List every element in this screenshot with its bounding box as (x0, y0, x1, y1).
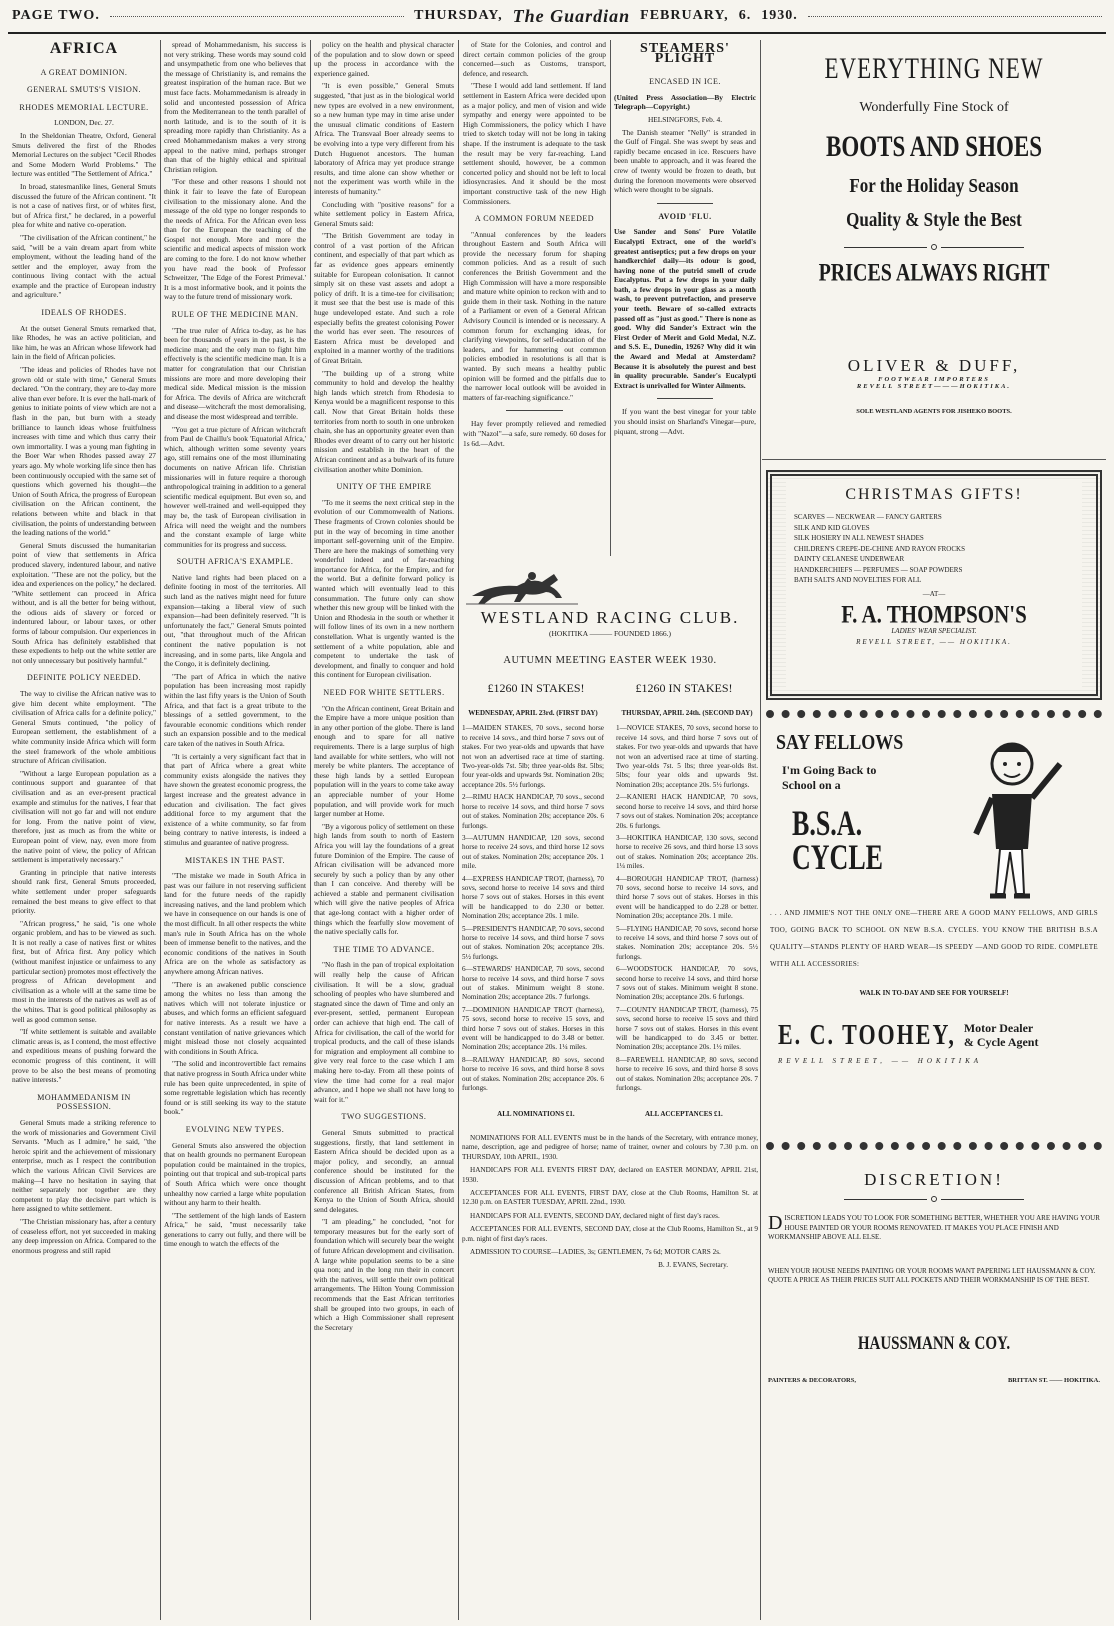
advert-line: For the Holiday Season (849, 174, 1019, 197)
paragraph: In broad, statesmanlike lines, General Smuts discussed the future of the African continent. "It is not a case of natives first, or of whites first, but of Africa first," he declared, in a powerful plea for white and native co-operation. (12, 181, 156, 230)
ornament-divider (844, 244, 1024, 250)
paragraph: "Without a large European population as a continuous support and guarantee of that civilisation and as an ever-present practical example and stimulus for the natives, I fear that civilisation will not go far and will not endure for long. From the native point of view, therefore, just as much as from the white or European point of view, nay, even more from the native point of view, the policy of African settlement is imperatively necessary." (12, 768, 156, 865)
article-subhead: GENERAL SMUTS'S VISION. (26, 85, 142, 95)
article-headline: AFRICA (49, 40, 119, 57)
section-heading: A COMMON FORUM NEEDED (474, 214, 595, 224)
column-rule (760, 40, 761, 1620)
column-rule (310, 40, 311, 1620)
race-entry: 6—STEWARDS' HANDICAP, 70 sovs, second horse to receive 14 sovs, and third horse 7 sovs out of stakes. Minimum weight 8 stone. Nomination 20s; acceptance 20s. 7 furlongs. (462, 965, 604, 1002)
paragraph: The Danish steamer "Nelly" is stranded in the Gulf of Fingal. She was swept by seas and rapidly became encased in ice. Rescuers have been unable to approach, and it was feared the crew of twenty would be frozen to death, but during the forenoon movements were observed which were thought to be signals. (614, 127, 756, 195)
paragraph: "There is an awakened public conscience among the whites no less than among the natives which will not tolerate injustice or abuses, and which forms an efficient safeguard for native interests. As a result we have a constant ventilation of native grievances which might mislead those not closely acquainted with conditions in South Africa. (164, 979, 306, 1056)
race-entry: 2—KANIERI HACK HANDICAP, 70 sovs, second horse to receive 14 sovs, and third horse 7 sovs out of stakes. Nomination 20s; acceptance 20s. 6 furlongs. (616, 793, 758, 830)
firm-name: OLIVER & DUFF, (847, 356, 1021, 375)
masthead-day: THURSDAY, (414, 8, 503, 23)
section-heading: DEFINITE POLICY NEEDED. (26, 673, 142, 683)
advert-line: BOOTS AND SHOES (825, 130, 1043, 163)
top-rule (8, 32, 1106, 34)
advert-heading: AVOID 'FLU. (658, 211, 712, 221)
paragraph: "The British Government are today in control of a vast portion of the African continent, and especially of that part which as far as evidence goes appears eminently suitable for European colonisation. It cannot simply sit on these vast assets and adopt a policy of drift. It is a time-tee for civilisation; it must see that the best use is made of this huge undeveloped estate. And such a role especially befits the greatest colonising Power the world has ever seen. The resources of Eastern Africa must be developed and exploited in a manner worthy of the traditions of Great Britain. (314, 231, 454, 365)
dateline: LONDON, Dec. 27. (54, 118, 114, 128)
paragraph: "The solid and incontrovertible fact remains that native progress in South Africa under white rule has been quite unprecedented, in spite of some regrettable legislation which has recently found or is still seeking its way to the statute book." (164, 1059, 306, 1117)
section-heading: MOHAMMEDANISM IN POSSESSION. (37, 1092, 131, 1112)
paragraph: "On the African continent, Great Britain and the Empire have a more unique position than in any other portion of the globe. There is land enough and to spare for all native requirements. There is a large surplus of high land available for white settlers, who will not merely be white planters. The acceptance of these high lands by a settled European population will in the years to come take away an appreciable number of your Home population, and will provide work for much larger number at Home. (314, 703, 454, 819)
advert-line: I'm Going Back to (782, 763, 877, 777)
stakes-banner: £1260 IN STAKES! (487, 680, 585, 695)
section-heading: IDEALS OF RHODES. (41, 308, 127, 318)
advert-eucalypti: Use Sander and Sons' Pure Volatile Eucalypti Extract, one of the world's greatest antiseptics; put a few drops on your handkerchief daily—its odour is good, having none of the putrid smell of crude Eucalyptus. Put a few drops in your daily bath, a few drops in your glass as a mouth wash, to prevent putrefaction, and preserve your teeth. Beware of so-called extracts passed off as "just as good." There is none as good. Why did Sander's Extract win the First Order of Merit and Gold Medal, N.Z. and S.S. E., Dunedin, 1926? Why did it win the Award and Medal at Amsterdam? Because it is absolutely the purest and best in quality procurable. Sander's Eucalypti Extract is unrivalled for Winter Ailments. (614, 227, 756, 390)
paragraph: "Annual conferences by the leaders throughout Eastern and South Africa will provide the necessary forum for shaping common policies. And as a result of such conferences the British Government and the High Commission will have a more responsible and mature white opinion to reckon with and to guide them in their task. Nothing in the nature of a Parliament or even of a General African Advisory Council is intended or is necessary. A common forum for exchanging ideas, for clarifying viewpoints, for self-education of the leaders, and for hammering out common policies embodied in resolutions is all that is wanted. By such means a healthy public opinion will be formed and the pitfalls due to the narrower local outlook will be avoided in matters of far-reaching significance." (463, 229, 606, 402)
article-column-1 (12, 40, 156, 1620)
advert-line: Quality & Style the Best (846, 208, 1022, 231)
paragraph: General Smuts discussed the humanitarian point of view that settlements in Africa produced slavery, indentured labour, and native exploitation. "These are not the policy, but the idea and experiences on the policy," he declared. "White settlement can proceed in Africa without, and is all the better for being without, the odious aids of slavery or forced or indentured labour, or labour taxes, or other forms of labour compulsion. Our experiences in South Africa has definitely established that these expedients to help out the white settler are not only unnecessary but positively harmful." (12, 540, 156, 665)
gift-line: SILK AND KID GLOVES (794, 523, 870, 532)
article-headline: STEAMERS' PLIGHT (640, 41, 730, 66)
race-entry: 7—COUNTY HANDICAP TROT, (harness), 75 sovs, second horse to receive 15 sovs and third horse 7 sovs out of stakes. Horses in this event will be handicapped to do 3.45 or better. Nomination 20s; acceptance 20s. 1½ miles. (616, 1005, 758, 1052)
firm-address: REVELL STREET, —— HOKITIKA. (856, 637, 1012, 646)
paragraph: "You get a true picture of African witchcraft from Paul de Chaillu's book 'Equatorial Africa,' which, although written some seventy years ago, still remains one of the most illuminating documents on native African life. Christian missionaries will in future require a thorough anthropological training in addition to a general scientific medical equipment. But even so, and however well-trained and well-equipped they may be, the task of European civilisation in Africa will need the weight and the numbers and the constant example of large white communities for its progress and success. (164, 424, 306, 549)
advert-headline: DISCRETION! (864, 1170, 1004, 1189)
race-entry: 5—PRESIDENT'S HANDICAP, 70 sovs, second horse to receive 14 sovs, and third horse 7 sovs out of stakes. Nomination 20s; acceptance 20s. 5½ furlongs. (462, 924, 604, 961)
advert-line: PRICES ALWAYS RIGHT (818, 259, 1050, 287)
racing-notice: ACCEPTANCES FOR ALL EVENTS, SECOND DAY, close at the Club Rooms, Hamilton St., at 9 p.m. night of first day's races. (462, 1225, 758, 1243)
race-entry: 4—BOROUGH HANDICAP TROT, (harness) 70 sovs, second horse to receive 14 sovs, and third horse 7 sovs out of stakes. Horses in this event will be handicapped to do 2.28 or better. Nomination 20s; acceptance 20s. 1 mile. (616, 874, 758, 921)
advert-body: . . . AND JIMMIE'S NOT THE ONLY ONE—THERE ARE A GOOD MANY FELLOWS, AND GIRLS TOO, GOING BACK TO SCHOOL ON NEW B.S.A. CYCLES. YOU KNOW THE BRITISH B.S.A QUALITY—STANDS PLENTY OF HARD WEAR—IS SPEEDY —AND GOOD TO RIDE. COMPLETE WITH ALL ACCESSORIES: (770, 909, 1098, 968)
section-heading: RULE OF THE MEDICINE MAN. (171, 310, 299, 320)
page-number: PAGE TWO. (12, 8, 100, 23)
advert-headline: CHRISTMAS GIFTS! (845, 486, 1023, 503)
agent-line: SOLE WESTLAND AGENTS FOR JISHEKO BOOTS. (856, 408, 1012, 415)
brand-name: B.S.A. (792, 803, 863, 844)
firm-tagline: LADIES' WEAR SPECIALIST. (891, 626, 977, 635)
paragraph: In the Sheldonian Theatre, Oxford, General Smuts delivered the first of the Rhodes Memorial Lectures on the subject "Cecil Rhodes and Some Modern World Problems." The lecture was entitled "The Settlement of Africa." (12, 130, 156, 179)
paragraph: "It is even possible," General Smuts suggested, "that just as in the biological world new types are evolved in a new environment, so a new human type may in time arise under the unusual climatic conditions of Eastern Africa. The Transvaal Boer already seems to be evolving into a type very different from his Dutch Huguenot ancestors. The human laboratory of Africa may yet produce strange results, and time alone can show whether or not the experiment was worth while in the interests of humanity." (314, 81, 454, 196)
firm-name: F. A. THOMPSON'S (841, 599, 1027, 628)
press-credit: (United Press Association—By Electric Telegraph—Copyright.) (614, 92, 756, 112)
paragraph: "I am pleading," he concluded, "not for temporary measures but for the early sort of foundation which will securely bear the weight of future African development and civilisation. A large white population seems to be a sine qua non; and in the long run their in concert with the natives, will settle their own political arrangements. The Hilton Young Commission recommends that the East African territories shall be grouped into two groups, in each of which a High Commissioner shall represent the Secretary (314, 1217, 454, 1332)
article-column-3 (314, 40, 454, 1620)
paragraph: "The true ruler of Africa to-day, as he has been for thousands of years in the past, is the medicine man; and the only man to fight him effectively is the scientific medicine man. It is a matter for congratulation that our Christian missions are more and more developing their medical side. Medical mission is the mission for Africa. The devils of Africa are witchcraft and disease—witchcraft the most demoralising, and disease the most widespread and terrible. (164, 325, 306, 421)
article-column-4 (463, 40, 606, 556)
racing-notice: NOMINATIONS FOR ALL EVENTS must be in the hands of the Secretary, with entrance money, name, description, age and pedigree of horse; name of trainer, owner and colours by 7.30 p.m. on THURSDAY, 10th APRIL, 1930. (462, 1133, 758, 1161)
race-entry: 6—WOODSTOCK HANDICAP, 70 sovs, second horse to receive 14 sovs, and third horse 7 sovs out of stakes. Minimum weight 8 stone. Nomination 20s; acceptance 20s. 6 furlongs. (616, 965, 758, 1002)
masthead-rule (110, 16, 404, 17)
paragraph: "The Christian missionary has, after a century of ceaseless effort, not yet succeeded in making any deep impression on Africa. Compared to the enormous progress and still rapid (12, 1216, 156, 1255)
schoolboy-illustration-icon (952, 734, 1072, 904)
race-entry: 5—FLYING HANDICAP, 70 sovs, second horse to receive 14 sovs, and third horse 7 sovs out of stakes. Nomination 20s; acceptance 20s. 5½ furlongs. (616, 924, 758, 961)
paragraph: Granting in principle that native interests should rank first, General Smuts proceeded, white settlement under proper safeguards remained the best means to give effect to that priority. (12, 867, 156, 916)
paragraph: "The settlement of the high lands of Eastern Africa," he said, "must necessarily take generations to carry out fully, and there will be time enough to watch the effects of the (164, 1210, 306, 1249)
article-subhead: ENCASED IN ICE. (649, 77, 721, 87)
racing-club-title: WESTLAND RACING CLUB. (480, 608, 740, 628)
at-line: —AT— (922, 589, 946, 598)
paragraph: General Smuts submitted to practical suggestions, firstly, that land settlement in Eastern Africa should be decided upon as a major policy, and secondly, an annual conference should be instituted for the discussion of African problems, and to that conference all British African States, from Kenya to the Union of South Africa, should send delegates. (314, 1127, 454, 1214)
advert-body: DISCRETION LEADS YOU TO LOOK FOR SOMETHING BETTER, WHETHER YOU ARE HAVING YOUR HOUSE PAINTED OR YOUR ROOMS RENOVATED. IT MAKES YOU PLACE FINISH AND WORKMANSHIP ABOVE ALL ELSE. (768, 1212, 1100, 1241)
gift-line: CHILDREN'S CREPE-DE-CHINE AND RAYON FROCKS (794, 544, 965, 553)
paragraph: "It is certainly a very significant fact that in that part of Africa where a great white community exists alongside the natives they have shown the greatest economic progress, the largest increase and the greatest advance in education and civilisation. The fact gives additional force to my argument that the existence of a white community, so far from being contrary to native interests, is indeed a stimulus and guarantee of native progress. (164, 751, 306, 847)
paragraph: "The mistake we made in South Africa in past was our failure in not reserving sufficient land for the future needs of the rapidly increasing natives, and the land problem which we have in consequence on our hands is one of the most difficult. In all other respects the white man's rule in South Africa has on the whole been of immense benefit to the natives, and the economic conditions of the natives in South Africa are on the whole as satisfactory as anywhere among African natives. (164, 871, 306, 977)
christmas-gifts-advert (766, 470, 1102, 700)
section-heading: UNITY OF THE EMPIRE (336, 482, 432, 492)
paragraph: of State for the Colonies, and control and direct certain common policies of the group concerned—such as Customs, transport, defence, and research. (463, 40, 606, 78)
advert-line: Wonderfully Fine Stock of (859, 100, 1009, 115)
racing-notice: HANDICAPS FOR ALL EVENTS FIRST DAY, declared on EASTER MONDAY, APRIL 21st, 1930. (462, 1166, 758, 1184)
racehorse-icon (462, 566, 582, 606)
day-heading: WEDNESDAY, APRIL 23rd. (FIRST DAY) (468, 709, 598, 718)
race-entry: 2—RIMU HACK HANDICAP, 70 sovs., second horse to receive 14 sovs, and third horse 7 sovs out of stakes. Nomination 20s; acceptance 20s. 6 furlongs. (462, 793, 604, 830)
masthead-rule-right (808, 16, 1102, 17)
paragraph: spread of Mohammedanism, his success is not very striking. These words may sound cold and unsympathetic from one who believes that the message of Christianity is, and remains the greatest inspiration of the human race. But we must face facts. Mohammedanism is already in solid and uncontested possession of Africa from the Mediterranean to the tenth parallel of north latitude, and is to the south of it is spreading more rapidly than Christianity. As a creed Mohammedanism makes a very strong appeal to the native mind, perhaps stronger than that of the highly ethical and spiritual Christian religion. (164, 40, 306, 174)
paragraph: "The ideas and policies of Rhodes have not grown old or stale with time," General Smuts declared. "On the contrary, they are to-day more alive than ever before. It is ever the hall-mark of genius to initiate points of view which are not a flash in the pan, but burn with a steady brilliance to launch ideas whose fruitfulness increases with time and which thus carry their own immortality. I was a young man fighting in the Boer War when Rhodes passed away 27 years ago. My whole working life since then has been continuously occupied with the same set of questions which governed his thought—the Union of South Africa, the progress of European civilisation on the African continent, the relations between white and black in that civilisation, the points of understanding between the leading nations of the world." (12, 365, 156, 538)
bsa-cycle-advert (766, 710, 1102, 1150)
acceptances-fee: ALL ACCEPTANCES £1. (644, 1110, 723, 1119)
firm-tagline: PAINTERS & DECORATORS, (768, 1376, 856, 1384)
brand-name: CYCLE (792, 837, 884, 878)
oliver-duff-advert (762, 350, 1106, 460)
article-column-5 (614, 40, 756, 556)
advert-hay-fever: Hay fever promptly relieved and remedied with "Nazol"—a safe, sure remedy. 60 doses for 1s 6d.—Advt. (463, 419, 606, 448)
paragraph: "No flash in the pan of tropical exploitation will really help the cause of African civilisation. It will be a slow, gradual schooling of peoples who have slumbered and stagnated since the dawn of Time and only an ever-present, settled, permanent European order can achieve that high end. The call of Africa for civilisation, the call of the world for tropical products, and the call of these islands for migration and employment all combine to give very real force to the case which I am making here to-day. From all these points of view the time had come for a real major advance, and I hope we shall not have long to wait for it." (314, 960, 454, 1104)
race-entry: 3—HOKITIKA HANDICAP, 130 sovs, second horse to receive 26 sovs, and third horse 13 sovs out of stakes. Nomination 20s; acceptance 20s. 1¼ miles. (616, 833, 758, 871)
masthead-month: FEBRUARY, (640, 8, 729, 23)
paragraph: "By a vigorous policy of settlement on these high lands from south to north of Eastern Africa you will lay the foundations of a great future Dominion of the Empire. The cause of African civilisation will be advanced more securely by such a policy than by any other than I can conceive. And thereby will be achieved a stable and permanent civilisation which will give the native peoples of Africa that age-long contact with a higher order of things which the fearfully slow movement of the native specially calls for. (314, 821, 454, 937)
haussmann-advert (762, 1156, 1106, 1384)
firm-tagline: FOOTWEAR IMPORTERS (878, 376, 990, 383)
racing-notice: ACCEPTANCES FOR ALL EVENTS, FIRST DAY, close at the Club Rooms, Hamilton St. at 12.30 p.m. on EASTER TUESDAY, APRIL 22nd., 1930. (462, 1188, 758, 1207)
gift-line: HANDKERCHIEFS — PERFUMES — SOAP POWDERS (794, 565, 963, 574)
gift-line: SILK HOSIERY IN ALL NEWEST SHADES (794, 534, 924, 542)
column-rule (458, 40, 459, 1620)
section-heading: MISTAKES IN THE PAST. (185, 855, 285, 865)
section-heading: THE TIME TO ADVANCE. (333, 944, 435, 954)
paragraph: "To me it seems the next critical step in the evolution of our Commonwealth of Nations. These fragments of Crown colonies should be put in the way of becoming in time another important self-governing unit of the Empire. There are here the makings of something very wonderful indeed and of far-reaching importance for Africa, for the Empire, and for the world. But a definite forward policy is wanted which will eventually lead to this consummation. The future only can show whether this new group will be linked with the Union and Rhodesia in the south or whether it will follow lines of its own in a new northern constellation. What is urgently wanted is the settlement of a white population, able and competent to undertake the task of development, and finally to conquer and hold this continent for European civilisation. (314, 497, 454, 680)
paragraph: At the outset General Smuts remarked that, like Rhodes, he was an active politician, and like him, he was an African whose lifework had lain in the field of African policies. (12, 323, 156, 362)
race-entry: 3—AUTUMN HANDICAP, 120 sovs, second horse to receive 24 sovs, and third horse 12 sovs out of stakes. Nomination 20s; acceptance 20s. 1 mile. (462, 833, 604, 871)
paragraph: "The part of Africa in which the native population has been increasing most rapidly within the last fifty years is the Union of South Africa, and that fact is a great tribute to the blessings of a settled government, to the favourable economic conditions which render such an expansion possible and to the medical care taken of the natives in South Africa. (164, 671, 306, 748)
race-day-1 (462, 709, 604, 1096)
day-heading: THURSDAY, APRIL 24th. (SECOND DAY) (621, 709, 753, 718)
section-heading: SOUTH AFRICA'S EXAMPLE. (176, 557, 294, 567)
paragraph: "These I would add land settlement. If land settlement in Eastern Africa were decided upon as a major policy, and men of vision and wide sympathy and energy were appointed to be High Commissioners, the policy which I have tried to sketch today will not be long in taking shape. If the instrument is adequate to the task the result may be very far-reaching. Land settlement should, however, be a common concerted policy and should not be left to local idiosyncrasies. And it should be the most important constructive task of the new High Commissioners. (463, 81, 606, 206)
article-subhead: RHODES MEMORIAL LECTURE. (19, 102, 149, 112)
paragraph: General Smuts also answered the objection that on health grounds no permanent European population could be maintained in the tropics, pointing out that tropical and sub-tropical parts of South Africa which were once thought unhealthy now carried a large white population without any harm to their health. (164, 1140, 306, 1208)
advert-body: WHEN YOUR HOUSE NEEDS PAINTING OR YOUR ROOMS WANT PAPERING LET HAUSSMANN & COY. QUOTE A PRICE AS THEIR PRICES SUIT ALL POCKETS AND THEIR WORKMANSHIP IS OF THE BEST. (768, 1266, 1096, 1284)
column-rule (160, 40, 161, 1620)
paragraph: Concluding with "positive reasons" for a white settlement policy in Eastern Africa, General Smuts said: (314, 199, 454, 228)
stakes-banner: £1260 IN STAKES! (635, 680, 733, 695)
paragraph: "African progress," he said, "is one whole organic problem, and has to be viewed as such. It is not really a case of natives first or whites first, but of Africa first. Any policy which (without manifest injustice or unfairness to any particular section) promotes most effectively the progress of African development and civilisation as a whole will at the same time be most in the interests of the natives as well as of the whites. That is good political philosophy as well as good common sense. (12, 918, 156, 1024)
firm-tagline: & Cycle Agent (963, 1035, 1039, 1049)
race-entry: 7—DOMINION HANDICAP TROT (harness), 75 sovs, second horse to receive 15 sovs, and third horse 7 sovs out of stakes. Horses in this event will be handicapped to do 3.48 or better. Nomination 20s; acceptance 20s. 1¼ miles. (462, 1005, 604, 1052)
paragraph: "The building up of a strong white community to hold and develop the healthy high lands which stretch from Rhodesia to Kenya would be a magnificent response to this call. Now that Great Britain holds these territories from north to south in one unbroken chain, she has an opportunity greater even than Rhodes ever dreamt of to carry out her historic mission and establish in the heart of the African continent and as a bulwark of its future civilisation another white Dominion. (314, 368, 454, 474)
racing-notice: ADMISSION TO COURSE—LADIES, 3s; GENTLEMEN, 7s 6d; MOTOR CARS 2s. (470, 1247, 721, 1256)
racing-advert (462, 560, 758, 1620)
boots-advert (762, 40, 1106, 350)
dateline: HELSINGFORS, Feb. 4. (647, 114, 723, 124)
firm-address: REVELL STREET———HOKITIKA. (856, 383, 1012, 390)
ornament-divider (844, 1196, 1024, 1202)
firm-tagline: Motor Dealer (963, 1021, 1034, 1035)
article-column-2 (164, 40, 306, 1620)
paragraph: "If white settlement is suitable and available climatic areas is, as I contend, the most effective and expeditious means of pushing forward the economic progress of this continent, it will prove to be also the best means of promoting native interests." (12, 1027, 156, 1085)
section-heading: NEED FOR WHITE SETTLERS. (323, 688, 445, 697)
advertisements-column (762, 40, 1106, 1620)
race-day-2 (616, 709, 758, 1096)
gift-line: SCARVES — NECKWEAR — FANCY GARTERS (794, 513, 942, 521)
divider (657, 203, 714, 204)
gift-line: DAINTY CELANESE UNDERWEAR (794, 555, 905, 563)
firm-name: HAUSSMANN & COY. (857, 1333, 1011, 1354)
paragraph: General Smuts made a striking reference to the work of missionaries and Government Civil Servants. "Much as I admire," he said, "the heroic spirit and the achievement of missionary enterprise, much as I respect the contribution which the various African Civil Services are making—I have no hesitation in saying that neither separately nor together are they competent to play the decisive part which is here assigned to white settlement. (12, 1117, 156, 1214)
advert-line: WALK IN TO-DAY AND SEE FOR YOURSELF! (859, 989, 1009, 997)
paper-title: The Guardian (512, 5, 631, 26)
paragraph: policy on the health and physical character of the population and to slow down or speed up the process in accordance with the experience gained. (314, 40, 454, 78)
advert-line: School on a (782, 778, 841, 792)
firm-address: REVELL STREET, —— HOKITIKA (778, 1057, 983, 1065)
masthead-day-num: 6. (738, 8, 752, 23)
advert-headline: SAY FELLOWS (776, 729, 904, 754)
paragraph: The way to civilise the African native was to give him decent white employment. "The civilisation of Africa calls for a definite policy," General Smuts continued, "the policy of European settlement, the establishment of a white community inside Africa which will form the steel framework of the whole ambitious structure of African civilisation. (12, 689, 156, 766)
advert-headline: EVERYTHING NEW (824, 52, 1044, 85)
paragraph: Native land rights had been placed on a definite footing in most of the territories. All such land as the natives might need for future expansion—taking a liberal view of such expansion—had been definitely reserved. "It is unfortunately the fact," General Smuts pointed out, "that throughout much of the African continent the native population is not increasing, and in some parts, like Angola and the Congo, it is definitely declining. (164, 572, 306, 669)
divider (506, 410, 563, 411)
divider (657, 398, 714, 399)
column-rule (610, 40, 611, 556)
firm-address: BRITTAN ST. —— HOKITIKA. (1007, 1376, 1100, 1384)
nominations-fee: ALL NOMINATIONS £1. (497, 1110, 575, 1119)
founded-line: (HOKITIKA ——— FOUNDED 1866.) (548, 628, 672, 638)
section-heading: EVOLVING NEW TYPES. (185, 1124, 285, 1134)
paragraph: "For these and other reasons I should not think it fair to leave the fate of European civilisation to the missionary alone. And the message of the old type no longer responds to the needs of Africa. For the African even less than for the European the teaching of the Gospel not enough. More and more the scientific and medical aspects of mission work are coming to the fore. I do not know whether you have read the book of Professor Schweitzer, 'The Edge of the Forest Primeval.' It is a most informative book, and it points the way to the future trend of missionary work. (164, 177, 306, 302)
paragraph: "The civilisation of the African continent," he said, "will be a vain dream apart from white employment, without the leading hand of the settler and the employer, away from the continuous living contact with the actual example and the practice of European industry and agriculture." (12, 232, 156, 300)
masthead (0, 0, 1114, 32)
article-kicker: A GREAT DOMINION. (40, 67, 128, 77)
race-entry: 8—RAILWAY HANDICAP, 80 sovs, second horse to receive 16 sovs, and third horse 8 sovs out of stakes. Nomination 20s; acceptance 20s. 6 furlongs. (462, 1055, 604, 1093)
race-entry: 8—FAREWELL HANDICAP, 80 sovs, second horse to receive 16 sovs, and third horse 8 sovs out of stakes. Nomination 20s; acceptance 20s. 7 furlongs. (616, 1055, 758, 1093)
firm-name: E. C. TOOHEY, (778, 1018, 956, 1051)
section-heading: TWO SUGGESTIONS. (341, 1112, 427, 1122)
race-entry: 1—MAIDEN STAKES, 70 sovs., second horse to receive 14 sovs., and third horse 7 sovs out of stakes. For two year-olds and upwards that have not won an advertised race at time of starting. Two-year-olds 7st. 5lb; three year-olds 8st. 5lbs; four year-olds and upwards 9st. Nomination 20s; acceptance 20s. 5½ furlongs. (462, 724, 604, 789)
race-entry: 1—NOVICE STAKES, 70 sovs, second horse to receive 14 sovs, and third horse 7 sovs out of stakes. For two year-olds and upwards that have not won an advertised race at time of starting. Two year-olds 7st. 5 lbs; three year-olds 8st. 5lbs; four year olds and upwards 9st. Nomination 20s; acceptance 20s. 5½ furlongs. (616, 724, 758, 789)
secretary-signature: B. J. EVANS, Secretary. (658, 1261, 728, 1270)
advert-vinegar: If you want the best vinegar for your table you should insist on Sharland's Vinegar—pure, piquant, strong —Advt. (614, 407, 756, 436)
gift-line: BATH SALTS AND NOVELTIES FOR ALL (794, 576, 922, 584)
racing-notice: HANDICAPS FOR ALL EVENTS, SECOND DAY, declared night of first day's races. (470, 1211, 720, 1220)
race-entry: 4—EXPRESS HANDICAP TROT, (harness), 70 sovs, second horse to receive 14 sovs and third horse 7 sovs out of stakes. Horses in this event will be handicapped to do 2.30 or better. Nomination 20s; acceptance 20s. 1 mile. (462, 874, 604, 921)
meeting-title: AUTUMN MEETING EASTER WEEK 1930. (503, 655, 717, 667)
masthead-year: 1930. (761, 8, 798, 23)
